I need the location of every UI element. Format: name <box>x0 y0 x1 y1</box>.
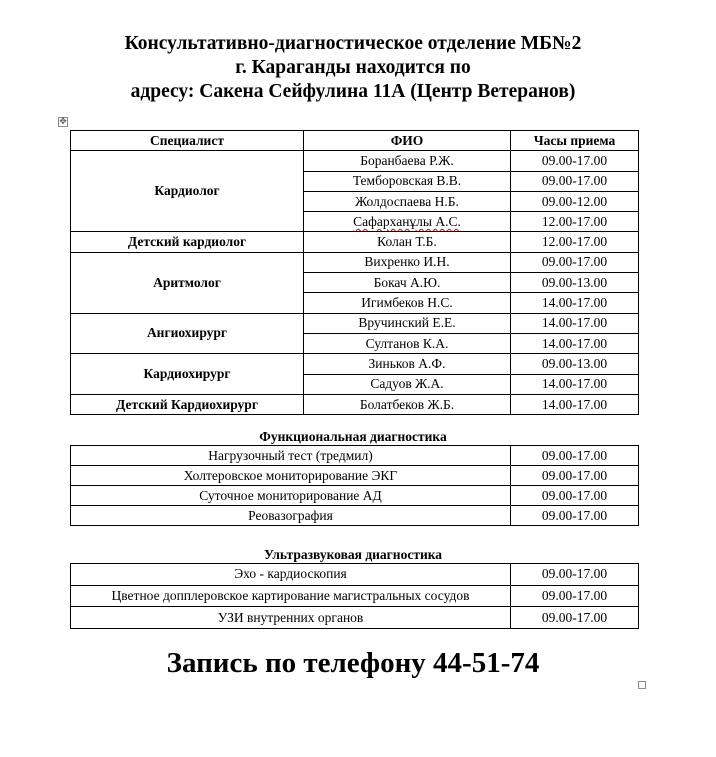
doctor-name-cell: Болатбеков Ж.Б. <box>304 394 511 414</box>
table-row <box>71 354 639 374</box>
column-header-fio: ФИО <box>304 131 511 151</box>
header-line-3: адресу: Сакена Сейфулина 11А (Центр Ветеранов) <box>130 81 576 102</box>
procedure-name-cell: Эхо - кардиоскопия <box>71 564 511 586</box>
doctor-name-cell <box>304 212 511 232</box>
hours-cell: 14.00-17.00 <box>511 313 639 333</box>
column-header-specialist: Специалист <box>71 131 304 151</box>
table-row <box>71 446 639 466</box>
doctor-name-cell: Султанов К.А. <box>304 333 511 353</box>
table-row <box>71 151 639 171</box>
hours-cell: 09.00-17.00 <box>511 171 639 191</box>
hours-cell: 09.00-17.00 <box>511 564 639 586</box>
ultrasound-diagnostics-table <box>70 563 639 629</box>
hours-cell: 09.00-17.00 <box>511 607 639 629</box>
hours-cell: 09.00-17.00 <box>511 446 639 466</box>
specialist-cell: Аритмолог <box>71 252 304 313</box>
doctor-name-cell: Садуов Ж.А. <box>304 374 511 394</box>
functional-diagnostics-title: Функциональная диагностика <box>259 429 447 444</box>
column-header-hours: Часы приема <box>511 131 639 151</box>
specialist-cell: Детский Кардиохирург <box>71 394 304 414</box>
table-row <box>71 466 639 486</box>
hours-cell: 12.00-17.00 <box>511 232 639 252</box>
doctor-name-cell: Бокач А.Ю. <box>304 273 511 293</box>
hours-cell: 14.00-17.00 <box>511 293 639 313</box>
table-row <box>71 585 639 607</box>
table-row <box>71 506 639 526</box>
ultrasound-diagnostics-title: Ультразвуковая диагностика <box>263 547 443 562</box>
table-row <box>71 232 639 252</box>
table-row <box>71 564 639 586</box>
page-header <box>0 32 706 104</box>
hours-cell: 09.00-17.00 <box>511 506 639 526</box>
hours-cell: 09.00-12.00 <box>511 191 639 211</box>
specialist-cell: Ангиохирург <box>71 313 304 354</box>
doctor-name-cell: Зиньков А.Ф. <box>304 354 511 374</box>
doctor-name-cell: Колан Т.Б. <box>304 232 511 252</box>
hours-cell: 14.00-17.00 <box>511 333 639 353</box>
procedure-name-cell: Суточное мониторирование АД <box>71 486 511 506</box>
doctor-name-cell: Игимбеков Н.С. <box>304 293 511 313</box>
phone-footer: Запись по телефону 44-51-74 <box>166 647 540 679</box>
hours-cell: 09.00-17.00 <box>511 252 639 272</box>
specialists-table <box>70 130 639 415</box>
table-move-handle-icon[interactable]: ✥ <box>59 117 67 127</box>
functional-diagnostics-table <box>70 445 639 526</box>
procedure-name-cell: Холтеровское мониторирование ЭКГ <box>71 466 511 486</box>
hours-cell: 09.00-13.00 <box>511 354 639 374</box>
hours-cell: 09.00-17.00 <box>511 466 639 486</box>
hours-cell: 14.00-17.00 <box>511 374 639 394</box>
procedure-name-cell: Нагрузочный тест (тредмил) <box>71 446 511 466</box>
specialist-cell: Детский кардиолог <box>71 232 304 252</box>
hours-cell: 09.00-13.00 <box>511 273 639 293</box>
table-row <box>71 252 639 272</box>
header-line-2: г. Караганды находится по <box>235 57 471 78</box>
hours-cell: 09.00-17.00 <box>511 585 639 607</box>
table-row <box>71 313 639 333</box>
hours-cell: 09.00-17.00 <box>511 151 639 171</box>
procedure-name-cell: Реовазография <box>71 506 511 526</box>
text-cursor <box>638 566 639 580</box>
specialist-cell: Кардиохирург <box>71 354 304 395</box>
table-row <box>71 394 639 414</box>
doctor-name-cell: Жолдоспаева Н.Б. <box>304 191 511 211</box>
table-resize-handle-icon[interactable] <box>638 681 646 689</box>
header-line-1: Консультативно-диагностическое отделение МБ№2 <box>124 33 582 54</box>
doctor-name-cell: Вихренко И.Н. <box>304 252 511 272</box>
table-row <box>71 607 639 629</box>
hours-cell: 09.00-17.00 <box>511 486 639 506</box>
doctor-name-cell: Вручинский Е.Е. <box>304 313 511 333</box>
spellcheck-flagged-name: Сафарханұлы А.С. <box>353 213 461 229</box>
hours-cell: 12.00-17.00 <box>511 212 639 232</box>
hours-cell: 14.00-17.00 <box>511 394 639 414</box>
procedure-name-cell: УЗИ внутренних органов <box>71 607 511 629</box>
doctor-name-cell: Боранбаева Р.Ж. <box>304 151 511 171</box>
specialist-cell: Кардиолог <box>71 151 304 232</box>
table-header-row <box>71 131 639 151</box>
table-row <box>71 486 639 506</box>
procedure-name-cell: Цветное допплеровское картирование магистральных сосудов <box>71 585 511 607</box>
doctor-name-cell: Темборовская В.В. <box>304 171 511 191</box>
